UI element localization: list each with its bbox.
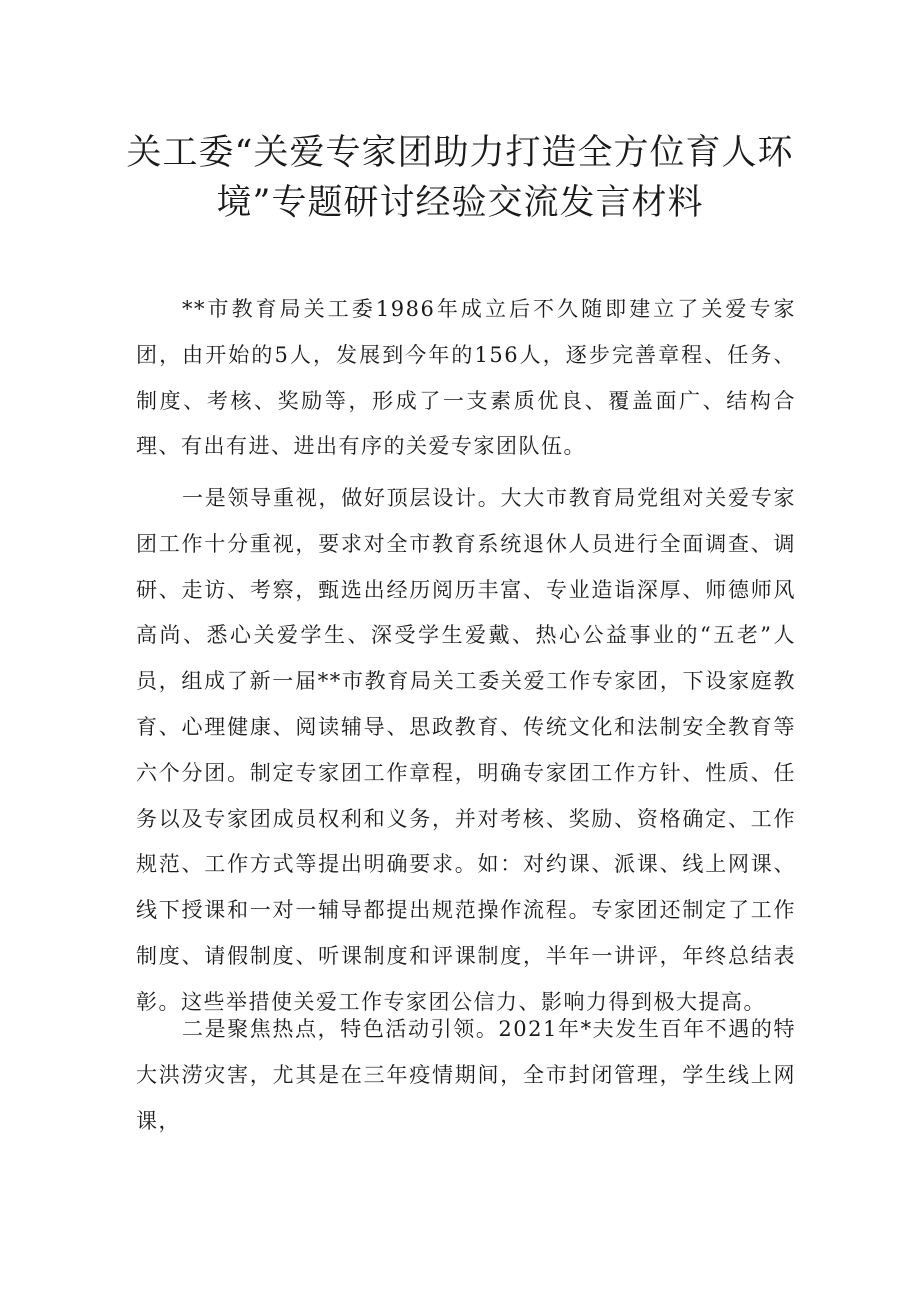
paragraph-intro: **市教育局关工委1986年成立后不久随即建立了关爱专家团，由开始的5人，发展到今年的156人，逐步完善章程、任务、制度、考核、奖励等，形成了一支素质优良、覆盖面广、结构合理、有出有进、进出有序的关爱专家团队伍。 bbox=[136, 297, 796, 459]
paragraph-hotspot: 二是聚焦热点，特色活动引领。2021年*夫发生百年不遇的特大洪涝灾害，尤其是在三年疫情期间，全市封闭管理，学生线上网课， bbox=[136, 1017, 796, 1133]
document-title: 关工委“关爱专家团助力打造全方位育人环境”专题研讨经验交流发言材料 bbox=[126, 133, 794, 223]
paragraph-leadership: 一是领导重视，做好顶层设计。大大市教育局党组对关爱专家团工作十分重视，要求对全市教育系统退休人员进行全面调查、调研、走访、考察，甄选出经历阅历丰富、专业造诣深厚、师德师风高尚、悉心关爱学生、深受学生爱戴、热心公益事业的“五老”人员，组成了新一届**市教育局关工委关爱工作专家团，下设家庭教育、心理健康、阅读辅导、思政教育、传统文化和法制安全教育等六个分团。制定专家团工作章程，明确专家团工作方针、性质、任务以及专家团成员权利和义务，并对考核、奖励、资格确定、工作规范、工作方式等提出明确要求。如：对约课、派课、线上网课、线下授课和一对一辅导都提出规范操作流程。专家团还制定了工作制度、请假制度、听课制度和评课制度，半年一讲评，年终总结表彰。这些举措使关爱工作专家团公信力、影响力得到极大提高。 bbox=[136, 486, 796, 1014]
